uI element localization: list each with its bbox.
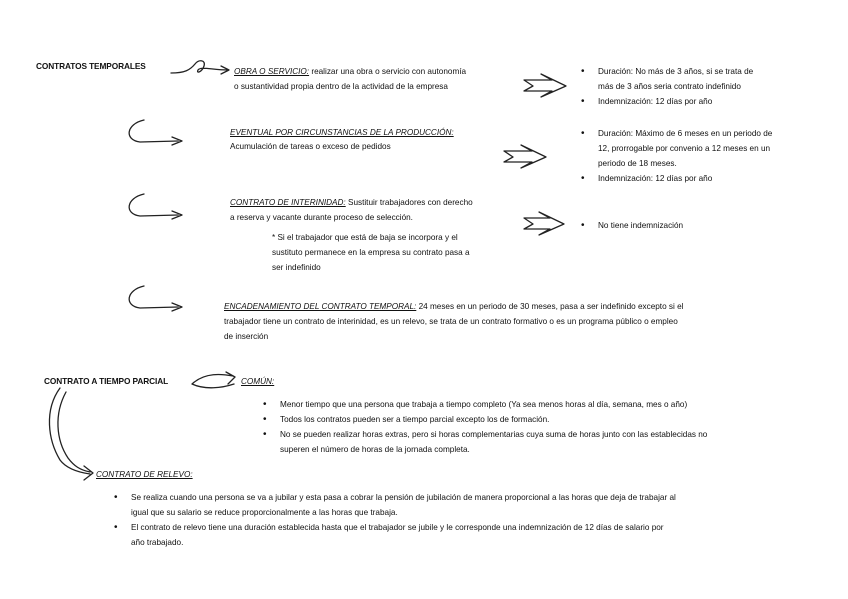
list-item (280, 427, 707, 457)
bullet-line: • Duración: Máximo de 6 meses en un periodo de (598, 129, 773, 138)
tiempo-parcial-heading: CONTRATO A TIEMPO PARCIAL (44, 376, 169, 386)
bullet-line: periodo de 18 meses. (598, 159, 677, 168)
interinidad-note-1: * Si el trabajador que está de baja se incorpora y el (272, 233, 458, 242)
bullet-line: año trabajado. (131, 538, 184, 547)
list-item (131, 520, 676, 550)
encadenamiento-block (224, 299, 683, 314)
squiggle-arrow-icon (171, 61, 229, 74)
double-arrow-icon (504, 145, 546, 168)
eventual-title: EVENTUAL POR CIRCUNSTANCIAS DE LA PRODUCCIÓN: (230, 128, 454, 137)
eventual-bullets (598, 126, 772, 186)
curved-arrow-icon (129, 286, 182, 311)
bullet-line: superen el número de horas de la jornada completa. (280, 445, 470, 454)
relevo-bullets (131, 490, 676, 550)
curved-arrow-icon (192, 372, 235, 388)
list-item (598, 94, 753, 109)
encadenamiento-desc: 24 meses en un periodo de 30 meses, pasa a ser indefinido excepto si el (416, 302, 684, 311)
bullet-line: • Se realiza cuando una persona se va a jubilar y esta pasa a cobrar la pensión de jubilación de manera proporcional a las horas que deja de trabajar al (131, 493, 676, 502)
bullet-line: • Indemnización: 12 días por año (598, 174, 713, 183)
list-item (598, 218, 683, 233)
list-item (598, 64, 753, 94)
list-item (131, 490, 676, 520)
bullet-line: • Duración: No más de 3 años, si se trata de (598, 67, 754, 76)
comun-bullets (280, 397, 707, 457)
bullet-line: • Menor tiempo que una persona que trabaja a tiempo completo (Ya sea menos horas al día, semana, mes o año) (280, 400, 688, 409)
list-item (280, 397, 707, 412)
eventual-desc: Acumulación de tareas o exceso de pedidos (230, 142, 391, 151)
list-item (598, 126, 772, 171)
bullet-line: • Indemnización: 12 días por año (598, 97, 713, 106)
bullet-line: 12, prorrogable por convenio a 12 meses en un (598, 144, 771, 153)
encadenamiento-desc-3: de inserción (224, 332, 269, 341)
interinidad-title: CONTRATO DE INTERINIDAD: (230, 198, 346, 207)
bullet-line: • Todos los contratos pueden ser a tiempo parcial excepto los de formación. (280, 415, 550, 424)
bullet-line: • No tiene indemnización (598, 221, 684, 230)
contratos-temporales-heading: CONTRATOS TEMPORALES (36, 61, 146, 71)
curved-arrow-icon (129, 194, 182, 219)
encadenamiento-title: ENCADENAMIENTO DEL CONTRATO TEMPORAL: (224, 302, 417, 311)
bullet-line: • No se pueden realizar horas extras, pero si horas complementarias cuya suma de horas junto con las establecidas no (280, 430, 708, 439)
interinidad-desc: Sustituir trabajadores con derecho (345, 198, 473, 207)
double-arrow-icon (524, 74, 566, 97)
relevo-title: CONTRATO DE RELEVO: (96, 470, 193, 479)
interinidad-block (230, 195, 473, 210)
obra-bullets (598, 64, 753, 109)
bullet-line: más de 3 años seria contrato indefinido (598, 82, 741, 91)
curved-arrow-icon (129, 120, 182, 145)
obra-servicio-block (234, 64, 466, 79)
obra-servicio-desc-2: o sustantividad propia dentro de la actividad de la empresa (234, 82, 448, 91)
bullet-line: igual que su salario se reduce proporcionalmente a las horas que trabaja. (131, 508, 398, 517)
encadenamiento-desc-2: trabajador tiene un contrato de interinidad, es un relevo, se trata de un contrato formativo o es un programa público o empleo (224, 317, 678, 326)
interinidad-note-2: sustituto permanece en la empresa su contrato pasa a (272, 248, 470, 257)
double-arrow-icon (524, 212, 564, 235)
list-item (598, 171, 772, 186)
list-item (280, 412, 707, 427)
bullet-line: • El contrato de relevo tiene una duración establecida hasta que el trabajador se jubile y le corresponde una indemnización de 12 días de salario por (131, 523, 664, 532)
interinidad-bullets (598, 218, 683, 233)
comun-title: COMÚN: (241, 377, 275, 386)
sweep-arrow-icon (49, 388, 93, 480)
obra-servicio-title: OBRA O SERVICIO: (234, 67, 310, 76)
obra-servicio-desc: realizar una obra o servicio con autonomía (309, 67, 467, 76)
interinidad-note-3: ser indefinido (272, 263, 321, 272)
interinidad-desc-2: a reserva y vacante durante proceso de selección. (230, 213, 413, 222)
